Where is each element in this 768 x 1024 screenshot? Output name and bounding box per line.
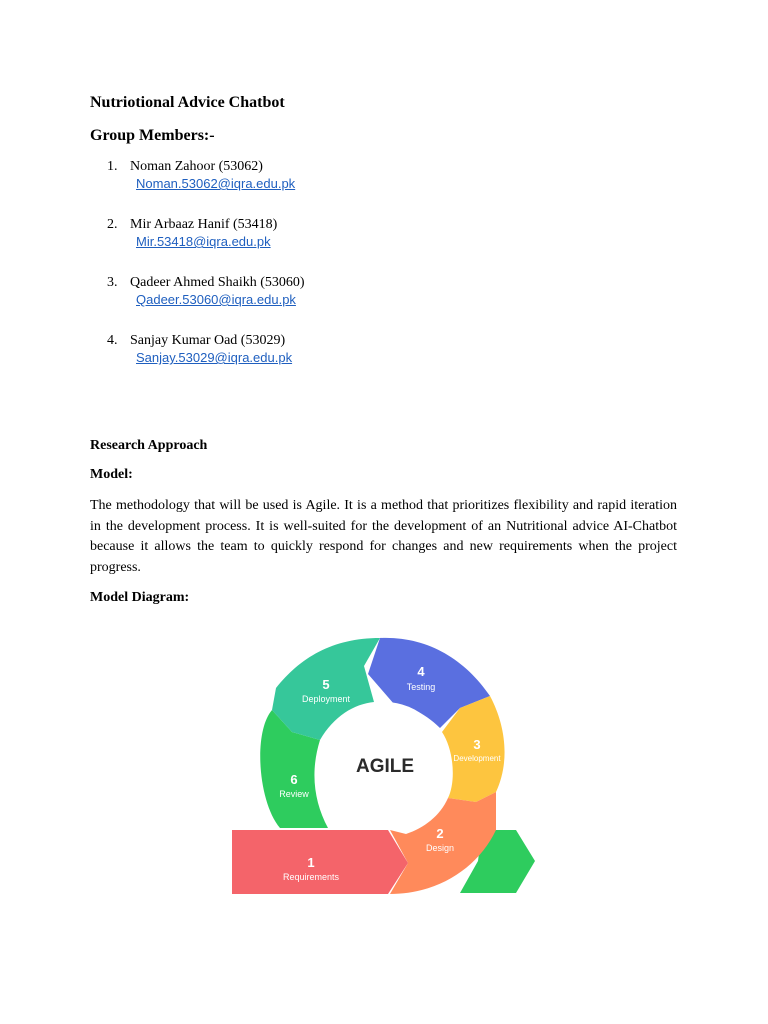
member-number: 1. [107, 159, 118, 174]
member-email-link[interactable]: Mir.53418@iqra.edu.pk [136, 234, 271, 249]
model-heading: Model: [90, 467, 133, 482]
member-number: 2. [107, 217, 118, 232]
step-1-requirements-segment [232, 830, 408, 894]
member-email-link[interactable]: Qadeer.53060@iqra.edu.pk [136, 292, 296, 307]
step-4-number: 4 [417, 664, 425, 679]
step-3-label: Development [453, 754, 501, 763]
step-5-number: 5 [322, 677, 330, 692]
member-name: Sanjay Kumar Oad (53029) [130, 333, 286, 348]
step-2-number: 2 [436, 826, 444, 841]
step-1-label: Requirements [282, 872, 340, 882]
member-email-link[interactable]: Noman.53062@iqra.edu.pk [136, 176, 296, 191]
research-approach-heading: Research Approach [90, 438, 208, 453]
step-4-label: Testing [406, 682, 436, 692]
model-paragraph: The methodology that will be used is Agile. It is a method that prioritizes flexibility and rapid iteration in the development process. It is well-suited for the development of an Nutritional advice AI-Chatbot because it allows the team to quickly respond for changes and new requirements when the project progress. [90, 498, 677, 575]
agile-cycle-diagram [228, 632, 538, 897]
member-item [107, 275, 305, 307]
step-3-number: 3 [473, 737, 481, 752]
member-name: Qadeer Ahmed Shaikh (53060) [130, 275, 305, 290]
step-5-label: Deployment [301, 694, 351, 704]
member-number: 4. [107, 333, 118, 348]
group-members-heading: Group Members:- [90, 127, 215, 144]
member-item [107, 159, 295, 191]
member-name: Mir Arbaaz Hanif (53418) [130, 217, 278, 232]
member-number: 3. [107, 275, 118, 290]
step-6-label: Review [279, 789, 309, 799]
agile-center-label: AGILE [355, 756, 415, 777]
page-title: Nutriotional Advice Chatbot [90, 94, 285, 111]
step-1-number: 1 [307, 855, 315, 870]
model-diagram-heading: Model Diagram: [90, 590, 190, 605]
member-item [107, 217, 277, 249]
member-item [107, 333, 292, 365]
step-6-number: 6 [290, 772, 298, 787]
member-email-link[interactable]: Sanjay.53029@iqra.edu.pk [136, 350, 293, 365]
step-2-label: Design [425, 843, 455, 853]
member-name: Noman Zahoor (53062) [130, 159, 263, 174]
